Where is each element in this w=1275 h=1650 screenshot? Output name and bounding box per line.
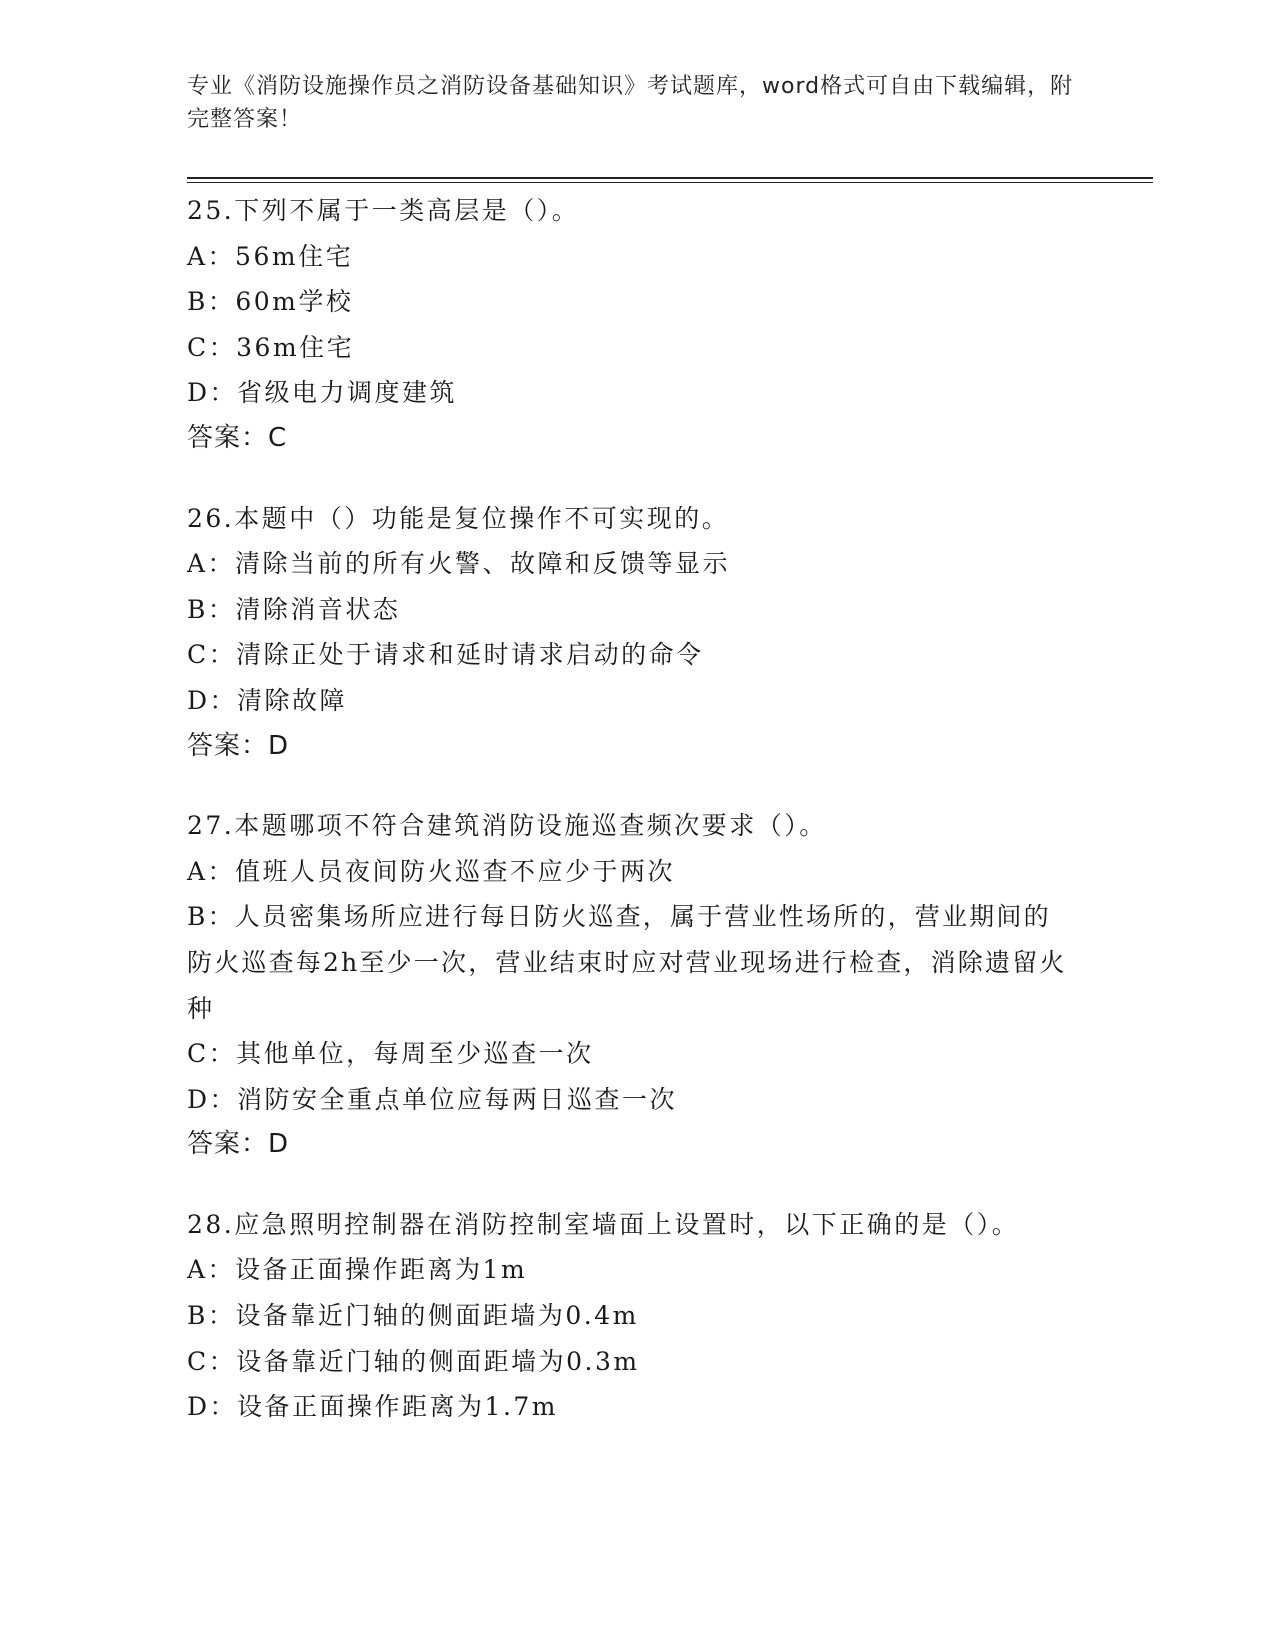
- option-d: D：省级电力调度建筑: [187, 378, 458, 408]
- answer-line: 答案：D: [187, 730, 290, 761]
- question-28: [187, 1202, 1077, 1430]
- option-c: C：清除正处于请求和延时请求启动的命令: [187, 640, 704, 670]
- question-26: [187, 496, 1077, 770]
- option-d: D：清除故障: [187, 685, 348, 715]
- option-a: A：清除当前的所有火警、故障和反馈等显示: [187, 549, 731, 579]
- header-divider-thin: [187, 182, 1153, 183]
- option-a: A：值班人员夜间防火巡查不应少于两次: [187, 856, 676, 886]
- option-d: D：设备正面操作距离为1.7m: [187, 1392, 559, 1422]
- header-divider-thick: [187, 177, 1153, 179]
- option-c: C：36m住宅: [187, 332, 355, 362]
- question-stem: 27.本题哪项不符合建筑消防设施巡查频次要求（）。: [187, 811, 827, 841]
- option-b: B：人员密集场所应进行每日防火巡查，属于营业性场所的，营业期间的防火巡查每2h至少一次，营业结束时应对营业现场进行检查，消除遗留火种: [187, 902, 1067, 1023]
- question-list: [187, 188, 1077, 1464]
- question-stem: 26.本题中（）功能是复位操作不可实现的。: [187, 503, 730, 533]
- document-intro: 专业《消防设施操作员之消防设备基础知识》考试题库，word格式可自由下载编辑，附完整答案！: [187, 74, 1074, 132]
- question-stem: 28.应急照明控制器在消防控制室墙面上设置时，以下正确的是（）。: [187, 1209, 1020, 1239]
- option-b: B：60m学校: [187, 287, 354, 317]
- option-c: C：设备靠近门轴的侧面距墙为0.3m: [187, 1346, 640, 1376]
- option-b: B：清除消音状态: [187, 594, 401, 624]
- answer-line: 答案：C: [187, 422, 288, 453]
- option-c: C：其他单位，每周至少巡查一次: [187, 1039, 594, 1069]
- answer-line: 答案：D: [187, 1129, 290, 1160]
- option-b: B：设备靠近门轴的侧面距墙为0.4m: [187, 1301, 639, 1331]
- option-a: A：56m住宅: [187, 241, 354, 271]
- question-stem: 25.下列不属于一类高层是（）。: [187, 196, 580, 225]
- option-a: A：设备正面操作距离为1m: [187, 1255, 528, 1285]
- question-25: [187, 188, 1077, 462]
- question-27: [187, 803, 1077, 1168]
- option-d: D：消防安全重点单位应每两日巡查一次: [187, 1084, 678, 1114]
